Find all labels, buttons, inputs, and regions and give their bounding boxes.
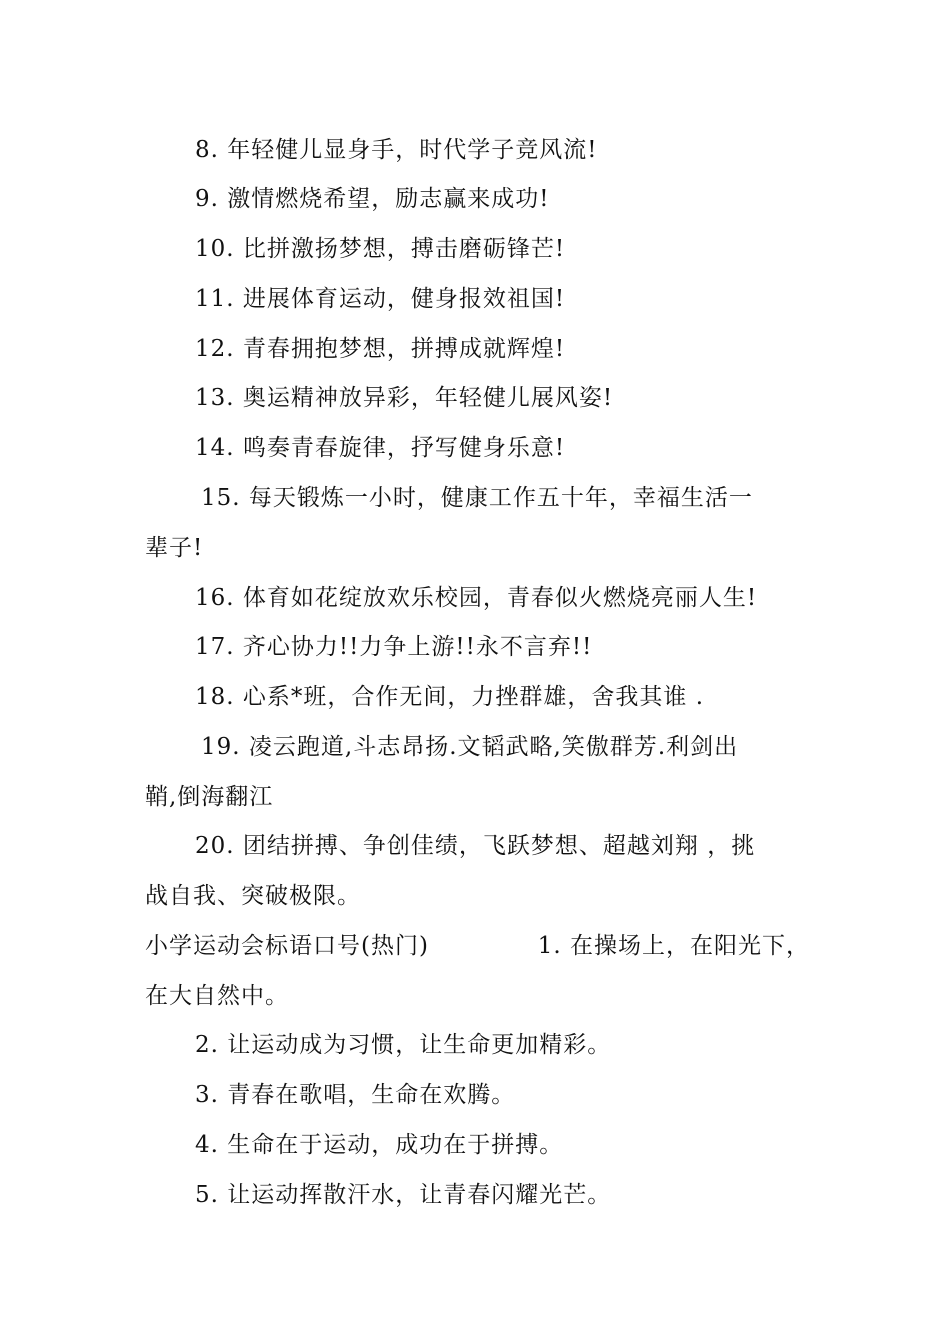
slogan-19: 19. 凌云跑道,斗志昂扬.文韬武略,笑傲群芳.利剑出 bbox=[201, 734, 739, 760]
slogan-17: 17. 齐心协力!!力争上游!!永不言弃!! bbox=[195, 634, 593, 660]
slogan-19-continued: 鞘,倒海翻江 bbox=[145, 784, 274, 810]
section-title: 小学运动会标语口号(热门) bbox=[145, 933, 429, 959]
slogan-1-continued: 在大自然中。 bbox=[145, 983, 289, 1009]
slogan-15: 15. 每天锻炼一小时，健康工作五十年，幸福生活一 bbox=[201, 485, 753, 511]
slogan-9: 9. 激情燃烧希望，励志赢来成功! bbox=[195, 186, 550, 212]
slogan-12: 12. 青春拥抱梦想，拼搏成就辉煌! bbox=[195, 336, 566, 362]
slogan-1: 1. 在操场上，在阳光下， bbox=[537, 933, 810, 959]
slogan-15-continued: 辈子! bbox=[145, 535, 204, 561]
slogan-4: 4. 生命在于运动，成功在于拼搏。 bbox=[195, 1132, 564, 1158]
slogan-2: 2. 让运动成为习惯，让生命更加精彩。 bbox=[195, 1032, 612, 1058]
slogan-13: 13. 奥运精神放异彩，年轻健儿展风姿! bbox=[195, 385, 614, 411]
slogan-16: 16. 体育如花绽放欢乐校园，青春似火燃烧亮丽人生! bbox=[195, 585, 758, 611]
slogan-18: 18. 心系*班，合作无间，力挫群雄，舍我其谁 . bbox=[195, 684, 705, 710]
section-heading-row bbox=[145, 921, 810, 971]
slogan-14: 14. 鸣奏青春旋律，抒写健身乐意! bbox=[195, 435, 566, 461]
slogan-10: 10. 比拼激扬梦想，搏击磨砺锋芒! bbox=[195, 236, 566, 262]
slogan-20: 20. 团结拼搏、争创佳绩，飞跃梦想、超越刘翔 ，挑 bbox=[195, 833, 756, 859]
slogan-20-continued: 战自我、突破极限。 bbox=[145, 883, 361, 909]
slogan-5: 5. 让运动挥散汗水，让青春闪耀光芒。 bbox=[195, 1182, 612, 1208]
slogan-11: 11. 进展体育运动，健身报效祖国! bbox=[195, 286, 566, 312]
slogan-8: 8. 年轻健儿显身手，时代学子竞风流! bbox=[195, 137, 598, 163]
slogan-3: 3. 青春在歌唱，生命在欢腾。 bbox=[195, 1082, 516, 1108]
